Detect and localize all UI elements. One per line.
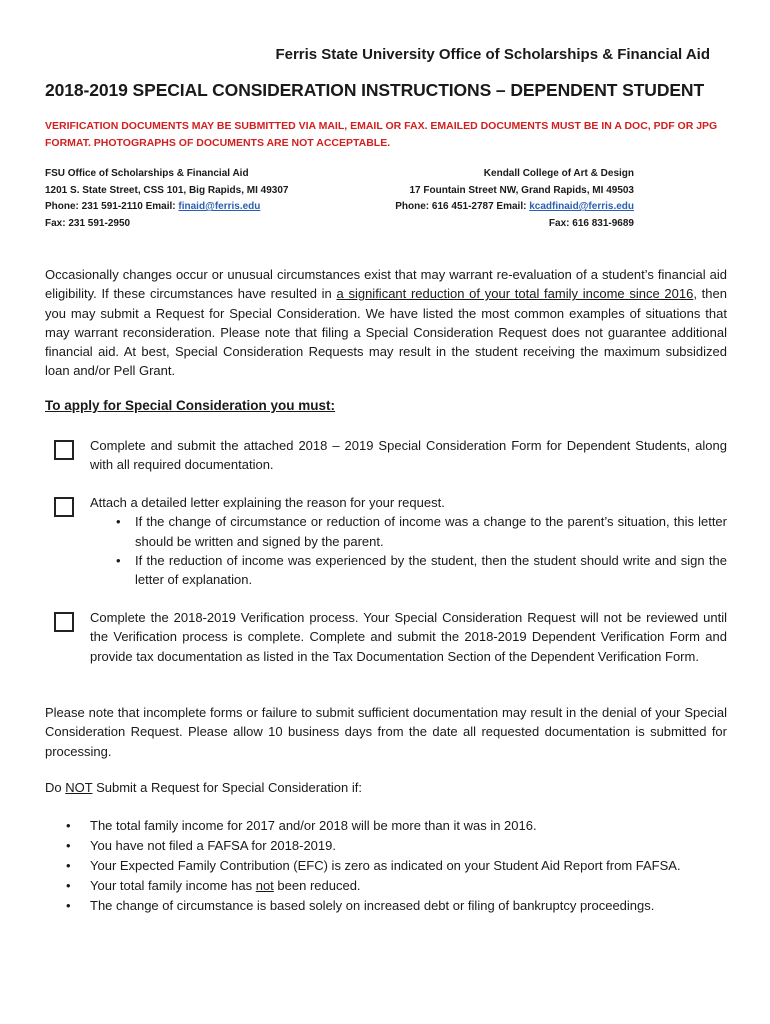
processing-note: Please note that incomplete forms or failure to submit sufficient documentation may result in the denial of your Special Consideration Request. Please allow 10 business days from the date all requested documentation is submitted for processing. <box>45 705 727 759</box>
kendall-fax: Fax: 616 831-9689 <box>548 217 634 229</box>
list-item: • Your total family income has not been reduced. <box>66 876 681 896</box>
step-2-subitem: • If the change of circumstance or reduction of income was a change to the parent’s situation, this letter should be written and signed by the parent. <box>116 514 727 549</box>
intro-text-1: Occasionally changes occur or unusual circumstances exist that may warrant re-evaluation of a student’s financial aid eligibility. If these circumstances have resulted in <box>45 267 727 302</box>
intro-paragraph <box>45 265 727 381</box>
bullet-icon: • <box>66 898 71 913</box>
header-organization: Ferris State University Office of Scholarships & Financial Aid <box>275 46 710 63</box>
intro-underlined: a significant reduction of your total family income since 2016 <box>336 286 694 302</box>
kendall-name: Kendall College of Art & Design <box>483 168 634 179</box>
step-3-checkbox[interactable] <box>54 612 74 632</box>
step-2-text: Attach a detailed letter explaining the reason for your request. <box>90 495 445 510</box>
bullet-icon: • <box>66 858 71 873</box>
bullet-icon: • <box>116 552 121 568</box>
step-2-subitems <box>90 512 727 589</box>
intro-text-2: , then you may submit a Request for Special Consideration. We have listed the most common examples of situations that may warrant reconsideration. Please note that filing a Special Consideration Request does not guarantee additional financial aid. At best, Special Consideration Requests may result in the student receiving the maximum subsidized loan and/or Pell Grant. <box>45 286 727 379</box>
bullet-icon: • <box>66 818 71 833</box>
bullet-icon: • <box>66 878 71 893</box>
fsu-office-name: FSU Office of Scholarships & Financial Aid <box>45 168 249 179</box>
fsu-contact-block <box>45 166 288 232</box>
step-2-block <box>90 493 727 589</box>
fsu-address: 1201 S. State Street, CSS 101, Big Rapids, MI 49307 <box>45 184 289 196</box>
fsu-email-link[interactable]: finaid@ferris.edu <box>178 201 261 212</box>
bullet-icon: • <box>66 838 71 853</box>
kendall-contact-block <box>395 166 634 232</box>
kendall-phone-email <box>395 199 634 216</box>
bullet-icon: • <box>116 514 121 530</box>
list-item: • The total family income for 2017 and/or 2018 will be more than it was in 2016. <box>66 816 681 836</box>
submission-warning: VERIFICATION DOCUMENTS MAY BE SUBMITTED VIA MAIL, EMAIL OR FAX. EMAILED DOCUMENTS MUST BE IN A DOC, PDF OR JPG FORMAT. PHOTOGRAPHS OF DOCUMENTS ARE NOT ACCEPTABLE. <box>45 120 718 149</box>
exclusion-list <box>66 816 681 916</box>
list-item: • The change of circumstance is based solely on increased debt or filing of bankruptcy proceedings. <box>66 896 681 916</box>
step-1-text: Complete and submit the attached 2018 – 2019 Special Consideration Form for Dependent Students, along with all required documentation. <box>90 438 727 473</box>
step-1-checkbox[interactable] <box>54 440 74 460</box>
kendall-phone: Phone: 616 451-2787 Email: <box>395 201 530 212</box>
fsu-fax: Fax: 231 591-2950 <box>45 217 131 229</box>
do-not-heading: Do NOT Submit a Request for Special Consideration if: <box>45 780 362 795</box>
step-2-checkbox[interactable] <box>54 497 74 517</box>
list-item: • Your Expected Family Contribution (EFC) is zero as indicated on your Student Aid Report from FAFSA. <box>66 856 681 876</box>
kendall-email-link[interactable]: kcadfinaid@ferris.edu <box>529 201 634 212</box>
fsu-phone-email <box>45 199 288 216</box>
not-emphasis: NOT <box>65 780 93 795</box>
step-3-text: Complete the 2018-2019 Verification process. Your Special Consideration Request will not be reviewed until the Verification process is complete. Complete and submit the 2018-2019 Dependent Verification Form and provide tax documentation as listed in the Tax Documentation Section of the Dependent Verification Form. <box>90 610 727 664</box>
apply-heading: To apply for Special Consideration you must: <box>45 398 336 413</box>
step-2-subitem: • If the reduction of income was experienced by the student, then the student should write and sign the letter of explanation. <box>116 552 727 588</box>
page-title: 2018-2019 SPECIAL CONSIDERATION INSTRUCTIONS – DEPENDENT STUDENT <box>45 80 705 100</box>
fsu-phone: Phone: 231 591-2110 Email: <box>45 201 179 212</box>
kendall-address: 17 Fountain Street NW, Grand Rapids, MI 49503 <box>409 184 634 196</box>
list-item: • You have not filed a FAFSA for 2018-2019. <box>66 836 681 856</box>
